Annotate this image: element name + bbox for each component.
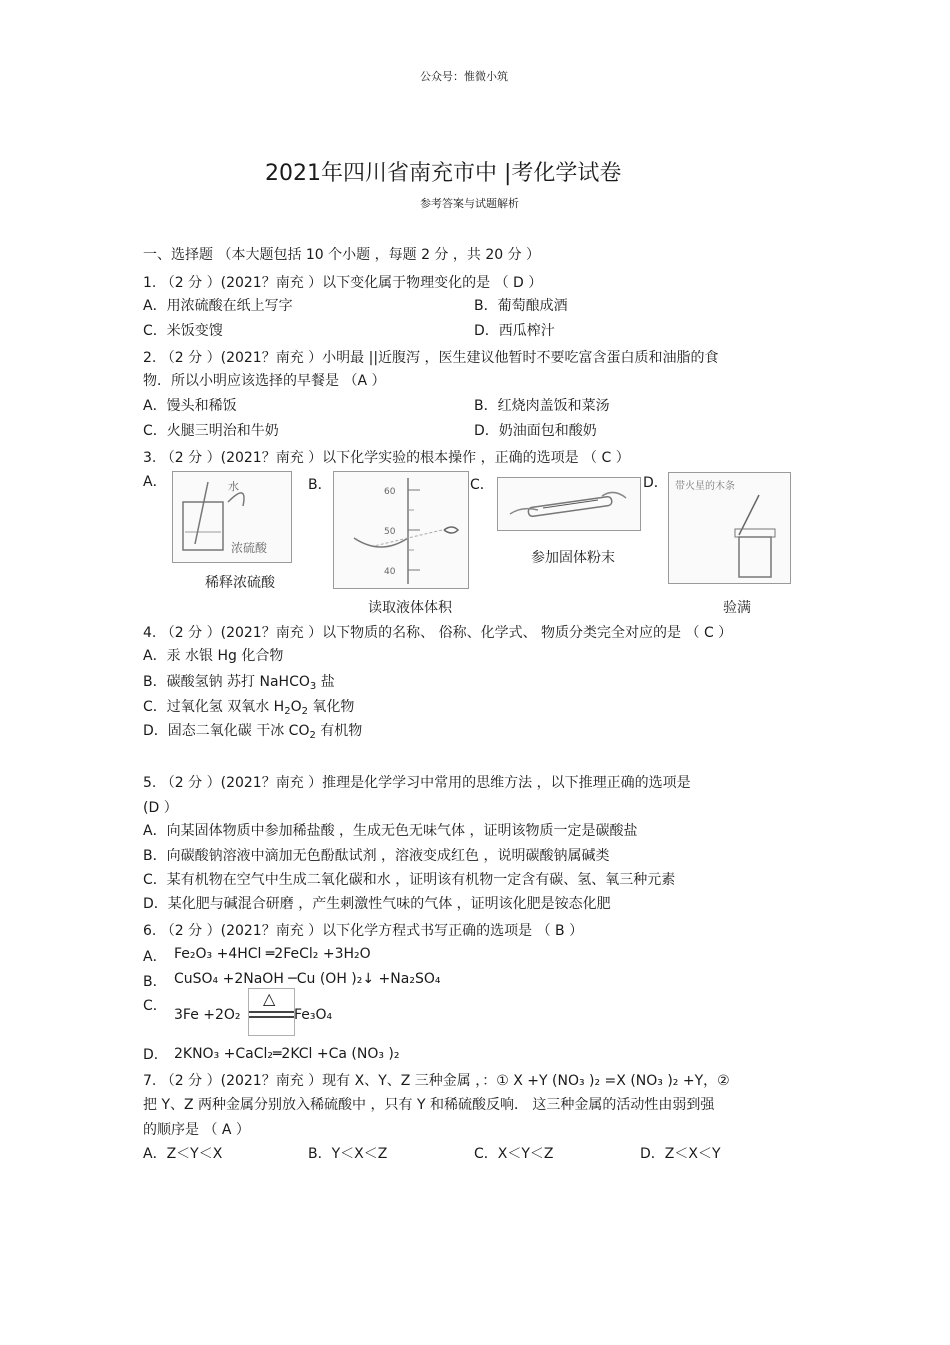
page-subtitle: 参考答案与试题解析 <box>420 197 519 210</box>
q6-equation-b: CuSO₄ +2NaOH ─Cu (OH )₂↓ +Na₂SO₄ <box>174 971 441 987</box>
q1-option-a: A．用浓硫酸在纸上写字 <box>143 298 293 314</box>
beaker-illustration <box>173 472 291 562</box>
q4-option-d: D．固态二氧化碳 干冰 $CO_2$ 有机物 <box>143 723 363 741</box>
q1-stem: 1. （2 分 ）(2021？南充 ）以下变化属于物理变化的是 （ D ） <box>143 275 543 291</box>
svg-text:水: 水 <box>228 480 239 493</box>
q2-option-b: B．红烧肉盖饭和菜汤 <box>474 398 610 414</box>
section-heading: 一、选择题 （本大题包括 10 个小题 ，每题 2 分 ，共 20 分 ） <box>143 247 541 263</box>
page-header: 公众号：惟微小筑 <box>420 70 508 83</box>
q6-equation-d: 2KNO₃ +CaCl₂═2KCl +Ca (NO₃ )₂ <box>174 1046 400 1062</box>
q7-option-c: C．X＜Y＜Z <box>474 1146 554 1162</box>
q1-option-c: C．米饭变馊 <box>143 323 223 339</box>
q3-label-c: C． <box>470 477 494 493</box>
q6-equation-c-right: Fe₃O₄ <box>294 1007 333 1023</box>
q3-label-a: A． <box>143 474 167 490</box>
equation-double-line-top <box>249 1011 294 1013</box>
q6-reaction-condition-box <box>248 988 295 1036</box>
q2-option-d: D．奶油面包和酸奶 <box>474 423 597 439</box>
q7-option-b: B．Y＜X＜Z <box>308 1146 388 1162</box>
q1-option-b: B．葡萄酿成酒 <box>474 298 568 314</box>
page-title: 2021年四川省南充市中 |考化学试卷 <box>265 161 622 186</box>
q6-label-a: A． <box>143 949 167 965</box>
q7-option-a: A．Z＜Y＜X <box>143 1146 223 1162</box>
q7-option-d: D．Z＜X＜Y <box>640 1146 721 1162</box>
svg-text:带火星的木条: 带火星的木条 <box>675 481 735 492</box>
q5-stem-line2: (D ） <box>143 800 178 816</box>
gas-bottle-illustration <box>669 473 790 583</box>
test-tube-illustration <box>498 478 640 530</box>
q4-option-b: B．碳酸氢钠 苏打 NaHCO$_3$ 盐 <box>143 674 335 692</box>
svg-text:50: 50 <box>384 527 396 537</box>
q7-stem-line2: 把 Y、Z 两种金属分别放入稀硫酸中 ，只有 Y 和稀硫酸反响． 这三种金属的活动性由弱到强 <box>143 1097 715 1113</box>
q3-label-d: D． <box>643 475 668 491</box>
q3-image-add-powder <box>497 477 641 531</box>
q5-option-b: B．向碳酸钠溶液中滴加无色酚酞试剂 ，溶液变成红色 ，说明碳酸钠属碱类 <box>143 848 610 864</box>
q5-stem-line1: 5. （2 分 ）(2021？南充 ）推理是化学学习中常用的思维方法 ，以下推理正确的选项是 <box>143 775 691 791</box>
q4-option-c: C．过氧化氢 双氧水 $H_2O_2$ 氧化物 <box>143 699 355 717</box>
q1-option-d: D．西瓜榨汁 <box>474 323 555 339</box>
q2-option-c: C．火腿三明治和牛奶 <box>143 423 279 439</box>
q6-label-c: C． <box>143 998 167 1014</box>
q5-option-d: D．某化肥与碱混合研磨 ，产生刺激性气味的气体 ，证明该化肥是铵态化肥 <box>143 896 611 912</box>
q6-stem: 6. （2 分 ）(2021？南充 ）以下化学方程式书写正确的选项是 （ B ） <box>143 923 584 939</box>
svg-text:60: 60 <box>384 487 396 497</box>
q5-option-a: A．向某固体物质中参加稀盐酸 ，生成无色无味气体 ，证明该物质一定是碳酸盐 <box>143 823 638 839</box>
q4-stem: 4. （2 分 ）(2021？南充 ）以下物质的名称、 俗称、化学式、 物质分类完全对应的是 （ C ） <box>143 625 733 641</box>
q4-option-a: A．汞 水银 Hg 化合物 <box>143 648 284 664</box>
q3-image-read-volume <box>333 471 469 589</box>
q6-label-b: B． <box>143 974 167 990</box>
svg-text:40: 40 <box>384 567 396 577</box>
q2-stem-line1: 2. （2 分 ）(2021？南充 ）小明最 ||近腹泻 ，医生建议他暂时不要吃富含蛋白质和油脂的食 <box>143 350 719 366</box>
q3-stem: 3. （2 分 ）(2021？南充 ）以下化学实验的根本操作 ，正确的选项是 （ C ） <box>143 450 630 466</box>
svg-text:浓硫酸: 浓硫酸 <box>231 541 268 555</box>
q2-option-a: A．馒头和稀饭 <box>143 398 237 414</box>
q7-stem-line3: 的顺序是 （ A ） <box>143 1122 250 1138</box>
q3-caption-c: 参加固体粉末 <box>531 550 615 566</box>
q3-caption-a: 稀释浓硫酸 <box>205 575 275 591</box>
q3-image-gas-full <box>668 472 791 584</box>
q6-label-d: D． <box>143 1047 168 1063</box>
heat-triangle-icon: △ <box>263 989 276 1008</box>
q3-label-b: B． <box>308 477 332 493</box>
q6-equation-c-left: 3Fe +2O₂ <box>174 1007 241 1023</box>
q3-caption-b: 读取液体体积 <box>368 600 452 616</box>
q3-image-dilute-acid <box>172 471 292 563</box>
q2-stem-line2: 物．所以小明应该选择的早餐是 （A ） <box>143 373 386 389</box>
q6-equation-a: Fe₂O₃ +4HCl ═2FeCl₂ +3H₂O <box>174 946 371 962</box>
q5-option-c: C．某有机物在空气中生成二氧化碳和水 ，证明该有机物一定含有碳、氢、氧三种元素 <box>143 872 676 888</box>
cylinder-illustration <box>334 472 468 588</box>
q7-stem-line1: 7. （2 分 ）(2021？南充 ）现有 X、Y、Z 三种金属 ，：① X +Y (NO₃ )₂ =X (NO₃ )₂ +Y，② <box>143 1073 730 1089</box>
q3-caption-d: 验满 <box>723 600 751 616</box>
equation-double-line-bottom <box>249 1016 294 1018</box>
